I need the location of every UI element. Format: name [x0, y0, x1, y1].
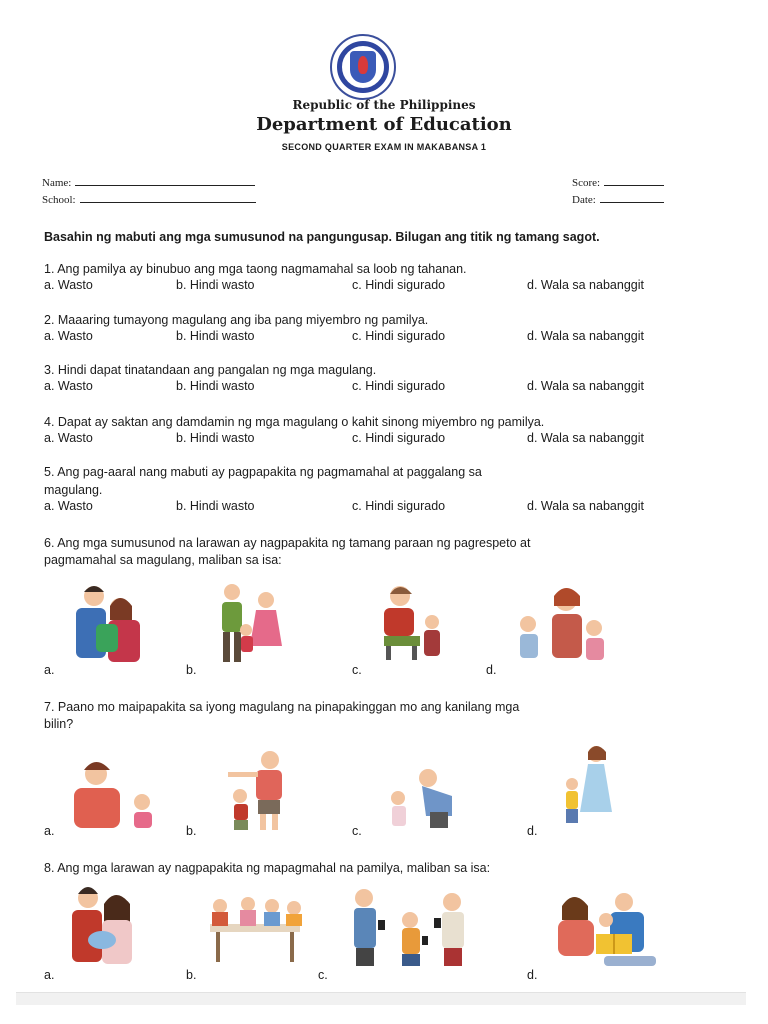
q7-option-d[interactable]: d. [527, 824, 538, 838]
hugging-parent-illustration [66, 580, 148, 670]
question-5: 5. Ang pag-aaral nang mabuti ay pagpapakita ng pagmamahal at paggalang sa [44, 465, 482, 479]
department-heading: Department of Education [256, 114, 512, 135]
q5-option-a[interactable]: a. Wasto [44, 499, 93, 513]
q1-option-b[interactable]: b. Hindi wasto [176, 278, 255, 292]
q3-option-b[interactable]: b. Hindi wasto [176, 379, 255, 393]
question-6: 6. Ang mga sumusunod na larawan ay nagpapakita ng tamang paraan ng pagrespeto at [44, 536, 531, 550]
q2-option-d[interactable]: d. Wala sa nabanggit [527, 329, 644, 343]
date-blank[interactable] [600, 192, 664, 203]
q6-option-c[interactable]: c. [352, 663, 362, 677]
question-2: 2. Maaaring tumayong magulang ang iba pang miyembro ng pamilya. [44, 313, 429, 327]
question-6-cont: pagmamahal sa magulang, maliban sa isa: [44, 553, 282, 567]
q6-option-b[interactable]: b. [186, 663, 197, 677]
name-field: Name: [42, 175, 255, 189]
q3-option-c[interactable]: c. Hindi sigurado [352, 379, 446, 393]
family-dinner-illustration [200, 884, 310, 970]
q6-option-d[interactable]: d. [486, 663, 497, 677]
date-field: Date: [572, 192, 664, 206]
q8-option-d[interactable]: d. [527, 968, 538, 982]
question-4: 4. Dapat ay saktan ang damdamin ng mga magulang o kahit sinong miyembro ng pamilya. [44, 415, 545, 429]
republic-heading: Republic of the Philippines [292, 98, 476, 112]
name-blank[interactable] [75, 175, 255, 186]
angry-parent-illustration [508, 584, 608, 664]
score-field: Score: [572, 175, 664, 189]
q8-option-b[interactable]: b. [186, 968, 197, 982]
q4-option-d[interactable]: d. Wala sa nabanggit [527, 431, 644, 445]
q8-option-a[interactable]: a. [44, 968, 55, 982]
parent-pointing-child-illustration [224, 748, 304, 834]
instructions: Basahin ng mabuti ang mga sumusunod na pangungusap. Bilugan ang titik ng tamang sagot. [44, 230, 600, 244]
q7-option-c[interactable]: c. [352, 824, 362, 838]
q6-option-a[interactable]: a. [44, 663, 55, 677]
parent-talking-child-illustration [370, 766, 470, 830]
child-listening-parent-illustration [560, 744, 624, 830]
question-7: 7. Paano mo maipapakita sa iyong magulang na pinapakinggan mo ang kanilang mga [44, 700, 520, 714]
school-blank[interactable] [80, 192, 256, 203]
q7-option-a[interactable]: a. [44, 824, 55, 838]
q5-option-d[interactable]: d. Wala sa nabanggit [527, 499, 644, 513]
family-greeting-illustration [206, 580, 286, 670]
q2-option-c[interactable]: c. Hindi sigurado [352, 329, 446, 343]
q7-option-b[interactable]: b. [186, 824, 197, 838]
family-on-phones-illustration [344, 884, 474, 970]
page-bottom-edge [16, 992, 746, 1005]
question-3: 3. Hindi dapat tinatandaan ang pangalan ng mga magulang. [44, 363, 377, 377]
question-7-cont: bilin? [44, 717, 74, 731]
family-reading-illustration [544, 886, 662, 970]
q3-option-d[interactable]: d. Wala sa nabanggit [527, 379, 644, 393]
q1-option-a[interactable]: a. Wasto [44, 278, 93, 292]
q8-option-c[interactable]: c. [318, 968, 328, 982]
question-5-cont: magulang. [44, 483, 103, 497]
q4-option-c[interactable]: c. Hindi sigurado [352, 431, 446, 445]
q1-option-c[interactable]: c. Hindi sigurado [352, 278, 446, 292]
parents-holding-baby-illustration [64, 884, 140, 974]
question-8: 8. Ang mga larawan ay nagpapakita ng mapagmahal na pamilya, maliban sa isa: [44, 861, 491, 875]
q2-option-b[interactable]: b. Hindi wasto [176, 329, 255, 343]
school-field: School: [42, 192, 256, 206]
q3-option-a[interactable]: a. Wasto [44, 379, 93, 393]
q4-option-b[interactable]: b. Hindi wasto [176, 431, 255, 445]
deped-seal-icon [330, 34, 396, 100]
q2-option-a[interactable]: a. Wasto [44, 329, 93, 343]
q5-option-b[interactable]: b. Hindi wasto [176, 499, 255, 513]
child-kissing-hand-illustration [376, 580, 456, 664]
parent-scolding-child-illustration [64, 756, 160, 830]
question-1: 1. Ang pamilya ay binubuo ang mga taong nagmamahal sa loob ng tahanan. [44, 262, 467, 276]
score-blank[interactable] [604, 175, 664, 186]
exam-title: SECOND QUARTER EXAM IN MAKABANSA 1 [281, 142, 487, 152]
q5-option-c[interactable]: c. Hindi sigurado [352, 499, 446, 513]
q1-option-d[interactable]: d. Wala sa nabanggit [527, 278, 644, 292]
q4-option-a[interactable]: a. Wasto [44, 431, 93, 445]
